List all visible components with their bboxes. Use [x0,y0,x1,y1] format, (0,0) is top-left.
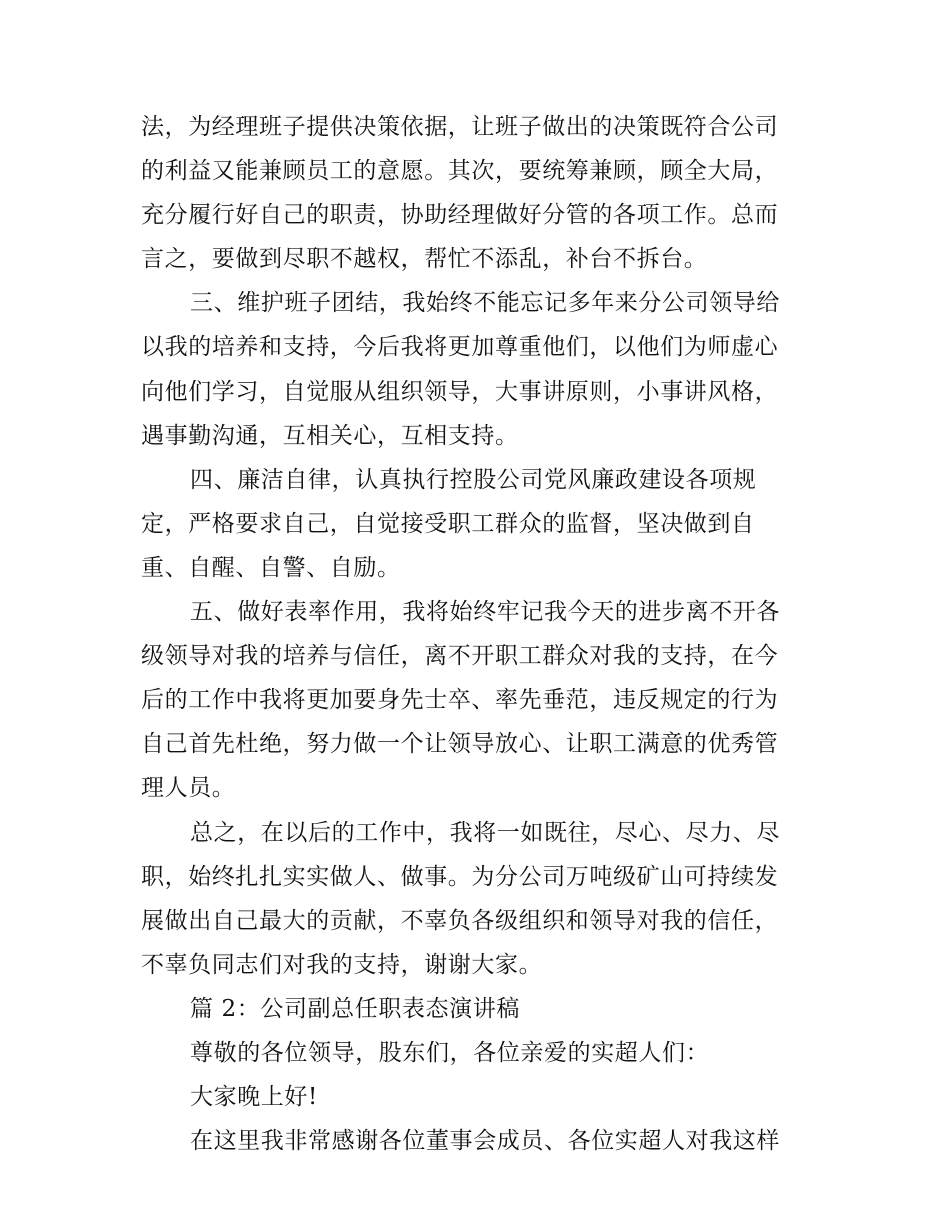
text-line-7: 向他们学习，自觉服从组织领导，大事讲原则，小事讲风格， [141,378,779,405]
salutation: 尊敬的各位领导，股东们，各位亲爱的实超人们： [190,1039,710,1066]
text-line-18: 职，始终扎扎实实做人、做事。为分公司万吨级矿山可持续发 [141,863,779,890]
greeting: 大家晚上好! [190,1084,318,1111]
text-line-20: 不辜负同志们对我的支持，谢谢大家。 [141,951,543,978]
text-line-19: 展做出自己最大的贡献，不辜负各级组织和领导对我的信任， [141,907,779,934]
text-line-6: 以我的培养和支持，今后我将更加尊重他们，以他们为师虚心 [141,334,779,361]
section-heading: 篇 2：公司副总任职表态演讲稿 [190,995,520,1022]
text-line-16: 理人员。 [141,775,236,802]
text-line-24: 在这里我非常感谢各位董事会成员、各位实超人对我这样 [190,1128,780,1155]
paragraph-five-start: 五、做好表率作用，我将始终牢记我今天的进步离不开各 [190,599,780,626]
text-line-3: 充分履行好自己的职责，协助经理做好分管的各项工作。总而 [141,202,779,229]
paragraph-three-start: 三、维护班子团结，我始终不能忘记多年来分公司领导给 [190,290,780,317]
text-line-2: 的利益又能兼顾员工的意愿。其次，要统筹兼顾，顾全大局， [141,158,779,185]
paragraph-summary-start: 总之，在以后的工作中，我将一如既往，尽心、尽力、尽 [190,819,780,846]
text-line-15: 自己首先杜绝，努力做一个让领导放心、让职工满意的优秀管 [141,731,779,758]
text-line-8: 遇事勤沟通，互相关心，互相支持。 [141,422,519,449]
text-line-14: 后的工作中我将更加要身先士卒、率先垂范，违反规定的行为 [141,687,779,714]
text-line-13: 级领导对我的培养与信任，离不开职工群众对我的支持，在今 [141,643,779,670]
paragraph-four-start: 四、廉洁自律，认真执行控股公司党风廉政建设各项规 [190,466,757,493]
text-line-4: 言之，要做到尽职不越权，帮忙不添乱，补台不拆台。 [141,246,708,273]
document-body [141,105,813,1163]
text-line-11: 重、自醒、自警、自励。 [141,554,401,581]
text-line-1: 法，为经理班子提供决策依据，让班子做出的决策既符合公司 [141,114,779,140]
text-line-10: 定，严格要求自己，自觉接受职工群众的监督，坚决做到自 [141,510,755,537]
